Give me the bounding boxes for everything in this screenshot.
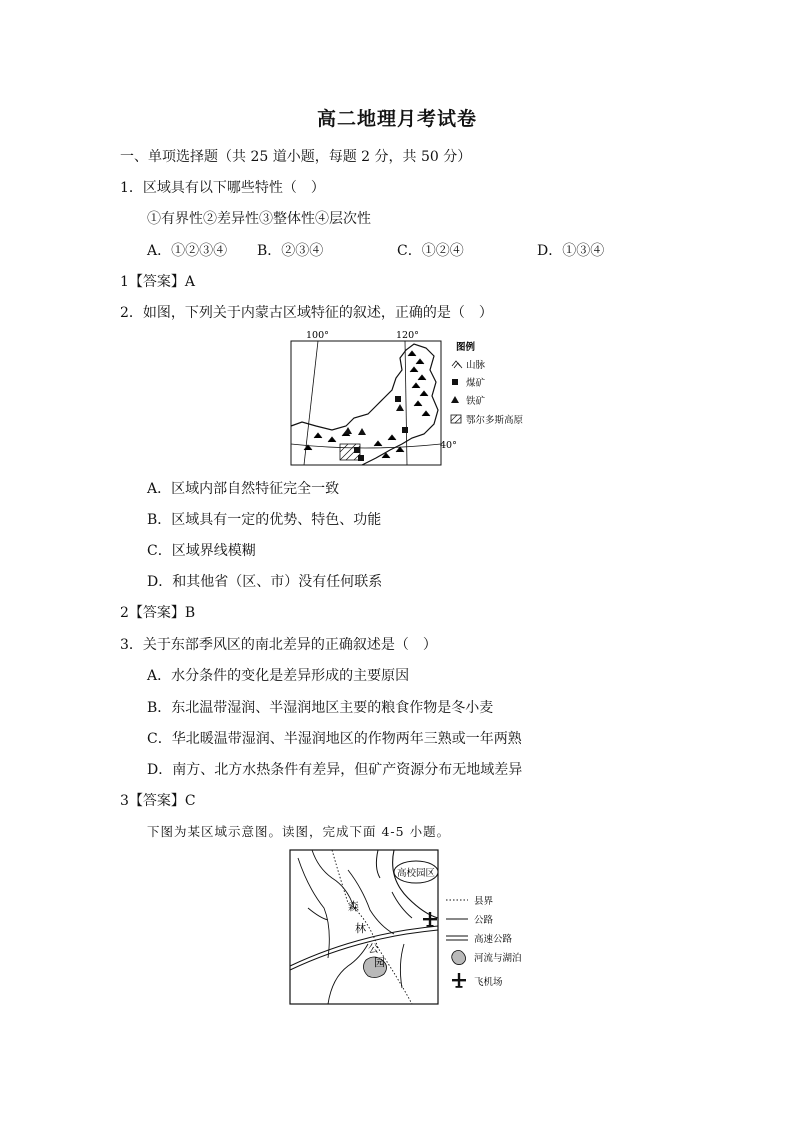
q1-option-d[interactable]: D．①③④ (537, 243, 605, 259)
campus-label: 高校园区 (396, 868, 436, 879)
forest-label-2: 林 (355, 922, 366, 935)
label-lon-100: 100° (306, 330, 329, 341)
q3-option-a[interactable]: A．水分条件的变化是差异形成的主要原因 (147, 668, 410, 684)
q1-option-a[interactable]: A．①②③④ (147, 243, 228, 259)
iron-mine-3 (358, 428, 366, 435)
q2-answer: 2【答案】B (120, 605, 196, 621)
q3-stem: 3．关于东部季风区的南北差异的正确叙述是（ ） (120, 637, 437, 653)
label-lon-120: 120° (396, 330, 419, 341)
region-map (288, 848, 548, 1008)
legend-county: 县界 (474, 896, 494, 907)
q1-answer: 1【答案】A (120, 274, 196, 290)
legend-mountain-icon (452, 361, 462, 368)
label-lat-40: 40° (440, 440, 457, 451)
legend-iron: 铁矿 (466, 396, 486, 407)
map-intro: 下图为某区域示意图。读图，完成下面 4-5 小题。 (147, 824, 451, 839)
coal-mine-2 (402, 427, 408, 433)
legend-highway: 高速公路 (474, 934, 513, 945)
q1-items: ①有界性②差异性③整体性④层次性 (147, 211, 371, 227)
q2-stem: 2．如图，下列关于内蒙古区域特征的叙述，正确的是（ ） (120, 305, 493, 321)
mountain-symbols (304, 351, 430, 458)
legend-iron-icon (451, 396, 459, 403)
inner-mongolia-map (284, 326, 544, 470)
forest-label-1: 森 (348, 900, 359, 913)
legend-coal: 煤矿 (466, 378, 486, 389)
iron-mine-2 (344, 427, 352, 434)
coal-mine-1 (395, 396, 401, 402)
legend-airport: 飞机场 (474, 977, 503, 988)
section-heading: 一、单项选择题（共 25 道小题，每题 2 分，共 50 分） (120, 149, 472, 165)
coal-mine-4 (358, 455, 364, 461)
coal-mine-3 (354, 447, 360, 453)
q3-option-d[interactable]: D．南方、北方水热条件有差异，但矿产资源分布无地域差异 (147, 762, 523, 778)
iron-mine-1 (396, 404, 404, 411)
river-5 (392, 892, 412, 918)
road-2 (376, 850, 380, 878)
legend-road: 公路 (474, 915, 494, 926)
legend-river: 河流与湖泊 (474, 953, 522, 964)
q2-option-c[interactable]: C．区域界线模糊 (147, 543, 256, 559)
river-6 (328, 944, 368, 1004)
legend-coal-icon (452, 379, 458, 385)
q1-option-b[interactable]: B．②③④ (257, 243, 324, 259)
river-1 (298, 858, 329, 958)
q1-stem: 1．区域具有以下哪些特性（ ） (120, 180, 325, 196)
q3-answer: 3【答案】C (120, 793, 196, 809)
river-7 (400, 944, 404, 988)
forest-label-4: 园 (374, 956, 385, 969)
legend-river-icon (452, 950, 466, 964)
forest-label-3: 公 (368, 942, 379, 955)
q2-option-b[interactable]: B．区域具有一定的优势、特色、功能 (147, 512, 382, 528)
q2-option-a[interactable]: A．区域内部自然特征完全一致 (147, 481, 340, 497)
q3-option-c[interactable]: C．华北暖温带湿润、半湿润地区的作物两年三熟或一年两熟 (147, 731, 522, 747)
q3-option-b[interactable]: B．东北温带湿润、半湿润地区主要的粮食作物是冬小麦 (147, 700, 494, 716)
airport-icon (423, 912, 437, 927)
page-title: 高二地理月考试卷 (316, 108, 477, 130)
q1-option-c[interactable]: C．①②④ (397, 243, 464, 259)
road-1 (393, 850, 438, 918)
legend-airport-icon (452, 973, 466, 988)
legend-plateau: 鄂尔多斯高原 (466, 415, 524, 426)
legend-mountain: 山脉 (466, 360, 486, 371)
parallel-40 (291, 444, 441, 448)
legend-title: 图例 (456, 342, 476, 353)
q2-option-d[interactable]: D．和其他省（区、市）没有任何联系 (147, 574, 383, 590)
